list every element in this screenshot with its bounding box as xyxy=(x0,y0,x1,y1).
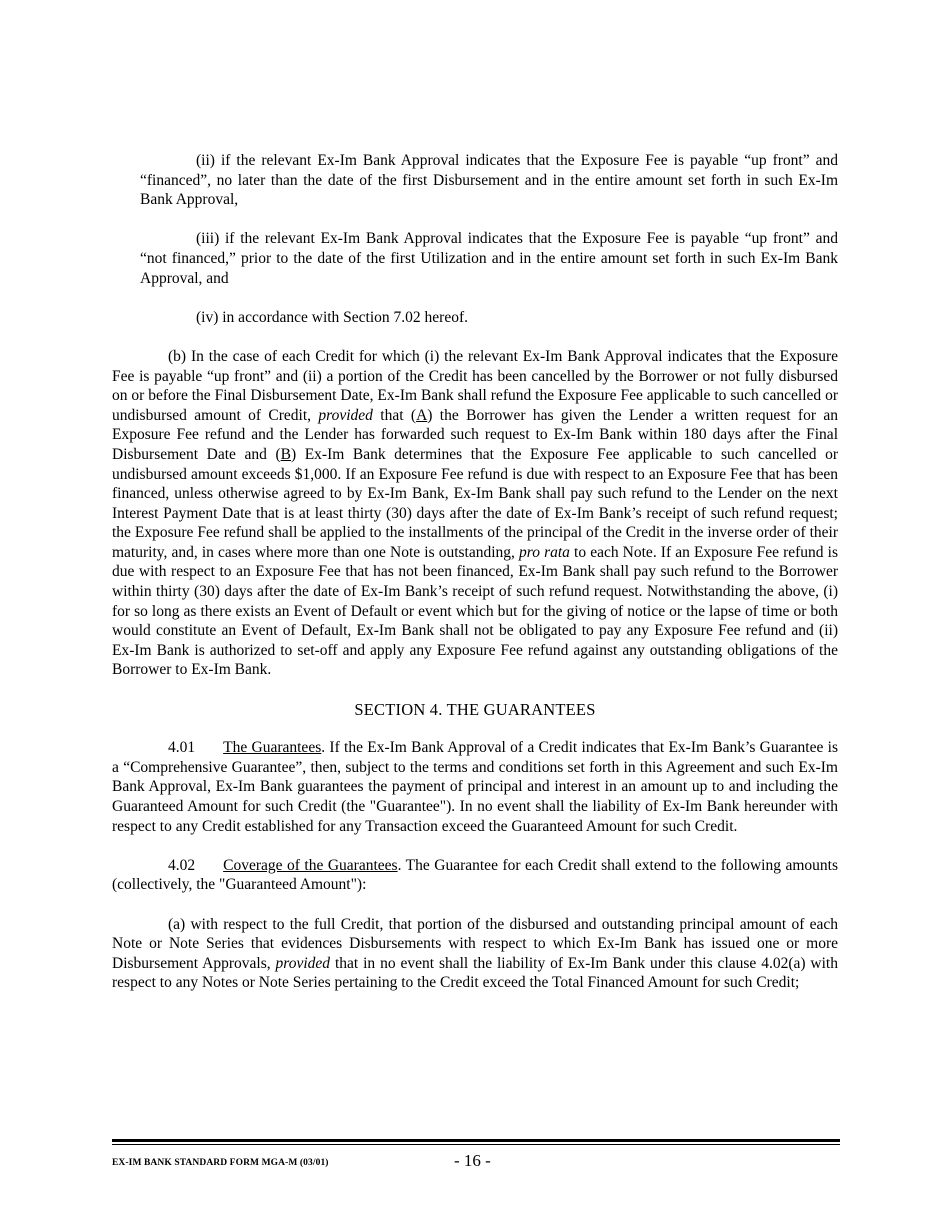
paragraph-4-02-text: . The Guarantee for each Credit shall extend to the following amounts (collectively, the "Guaranteed Amount"): xyxy=(112,856,839,894)
paragraph-4-02-a-text-2: that in no event shall the liability of Ex-Im Bank under this clause 4.02(a) with respect to any Notes or Note Series pertaining to the Credit exceed the Total Financed Amount for such Credit; xyxy=(112,954,838,992)
footer-rule-thin xyxy=(112,1144,840,1145)
paragraph-4-02 xyxy=(112,856,838,895)
paragraph-4-01 xyxy=(112,738,838,836)
paragraph-b xyxy=(112,347,838,680)
paragraph-ii: (ii) if the relevant Ex-Im Bank Approval indicates that the Exposure Fee is payable “up front” and “financed”, no later than the date of the first Disbursement and in the entire amount set forth in such Ex-Im Bank Approval, xyxy=(140,152,838,209)
paragraph-b-text-3: ) the Borrower has given the Lender a written request for an Exposure Fee refund and the Lender has forwarded such request to Ex-Im Bank within 180 days after the Final Disbursement Date and ( xyxy=(112,406,838,463)
section-heading: SECTION 4. THE GUARANTEES xyxy=(354,699,596,719)
paragraph-b-text-5: to each Note. If an Exposure Fee refund is due with respect to an Exposure Fee that has not been financed, Ex-Im Bank shall pay such refund to the Borrower within thirty (30) days after the date of Ex-Im Bank’s receipt of such refund request. Notwithstanding the above, (i) for so long as there exists an Event of Default or event which but for the giving of notice or the lapse of time or both would constitute an Event of Default, Ex-Im Bank shall not be obligated to pay any Exposure Fee refund and (ii) Ex-Im Bank is authorized to set-off and apply any Exposure Fee refund against any outstanding obligations of the Borrower to Ex-Im Bank. xyxy=(112,543,838,679)
paragraph-4-02-title: Coverage of the Guarantees xyxy=(223,856,398,874)
paragraph-iv: (iv) in accordance with Section 7.02 hereof. xyxy=(196,308,469,326)
footer-form-label: EX-IM BANK STANDARD FORM MGA-M (03/01) xyxy=(112,1158,329,1168)
paragraph-b-text-4: ) Ex-Im Bank determines that the Exposure Fee applicable to such cancelled or undisbursed amount exceeds $1,000. If an Exposure Fee refund is due with respect to an Exposure Fee that has been financed, unless otherwise agreed to by Ex-Im Bank, Ex-Im Bank shall pay such refund to the Lender on the next Interest Payment Date that is at least thirty (30) days after the date of Ex-Im Bank’s receipt of such refund request; the Exposure Fee refund shall be applied to the installments of the principal of the Credit in the inverse order of their maturity, and, in cases where more than one Note is outstanding, xyxy=(112,445,838,561)
paragraph-4-01-title: The Guarantees xyxy=(223,739,322,757)
paragraph-b-text-2: that ( xyxy=(372,406,417,424)
paragraph-4-02-a-text-1: (a) with respect to the full Credit, that portion of the disbursed and outstanding principal amount of each Note or Note Series that evidences Disbursements with respect to which Ex-Im Bank has issued one or more Disbursement Approvals, xyxy=(112,915,838,972)
paragraph-4-01-text: . If the Ex-Im Bank Approval of a Credit indicates that Ex-Im Bank’s Guarantee is a “Comprehensive Guarantee”, then, subject to the terms and conditions set forth in this Agreement and such Ex-Im Bank Approval, Ex-Im Bank guarantees the payment of principal and interest in an amount up to and including the Guaranteed Amount for such Credit (the "Guarantee"). In no event shall the liability of Ex-Im Bank hereunder with respect to any Credit established for any Transaction exceed the Guaranteed Amount for such Credit. xyxy=(112,739,838,835)
paragraph-4-02-a-provided: provided xyxy=(275,954,331,972)
page-number: - 16 - xyxy=(454,1151,491,1170)
paragraph-b-clause-a: A xyxy=(416,406,428,424)
paragraph-4-01-number: 4.01 xyxy=(168,739,196,757)
paragraph-b-clause-b: B xyxy=(280,445,291,463)
paragraph-iii: (iii) if the relevant Ex-Im Bank Approval indicates that the Exposure Fee is payable “up front” and “not financed,” prior to the date of the first Utilization and in the entire amount set forth in such Ex-Im Bank Approval, and xyxy=(140,230,838,287)
paragraph-b-provided: provided xyxy=(318,406,373,424)
paragraph-b-pro-rata: pro rata xyxy=(519,543,570,561)
document-body xyxy=(112,151,838,993)
footer-rule-thick xyxy=(112,1139,840,1142)
paragraph-4-02-a xyxy=(112,915,838,993)
paragraph-b-text-1: (b) In the case of each Credit for which (i) the relevant Ex-Im Bank Approval indicates that the Exposure Fee is payable “up front” and (ii) a portion of the Credit has been cancelled by the Borrower or not fully disbursed on or before the Final Disbursement Date, Ex-Im Bank shall refund the Exposure Fee applicable to such cancelled or undisbursed amount of Credit, xyxy=(112,347,838,424)
paragraph-4-02-number: 4.02 xyxy=(168,856,196,874)
